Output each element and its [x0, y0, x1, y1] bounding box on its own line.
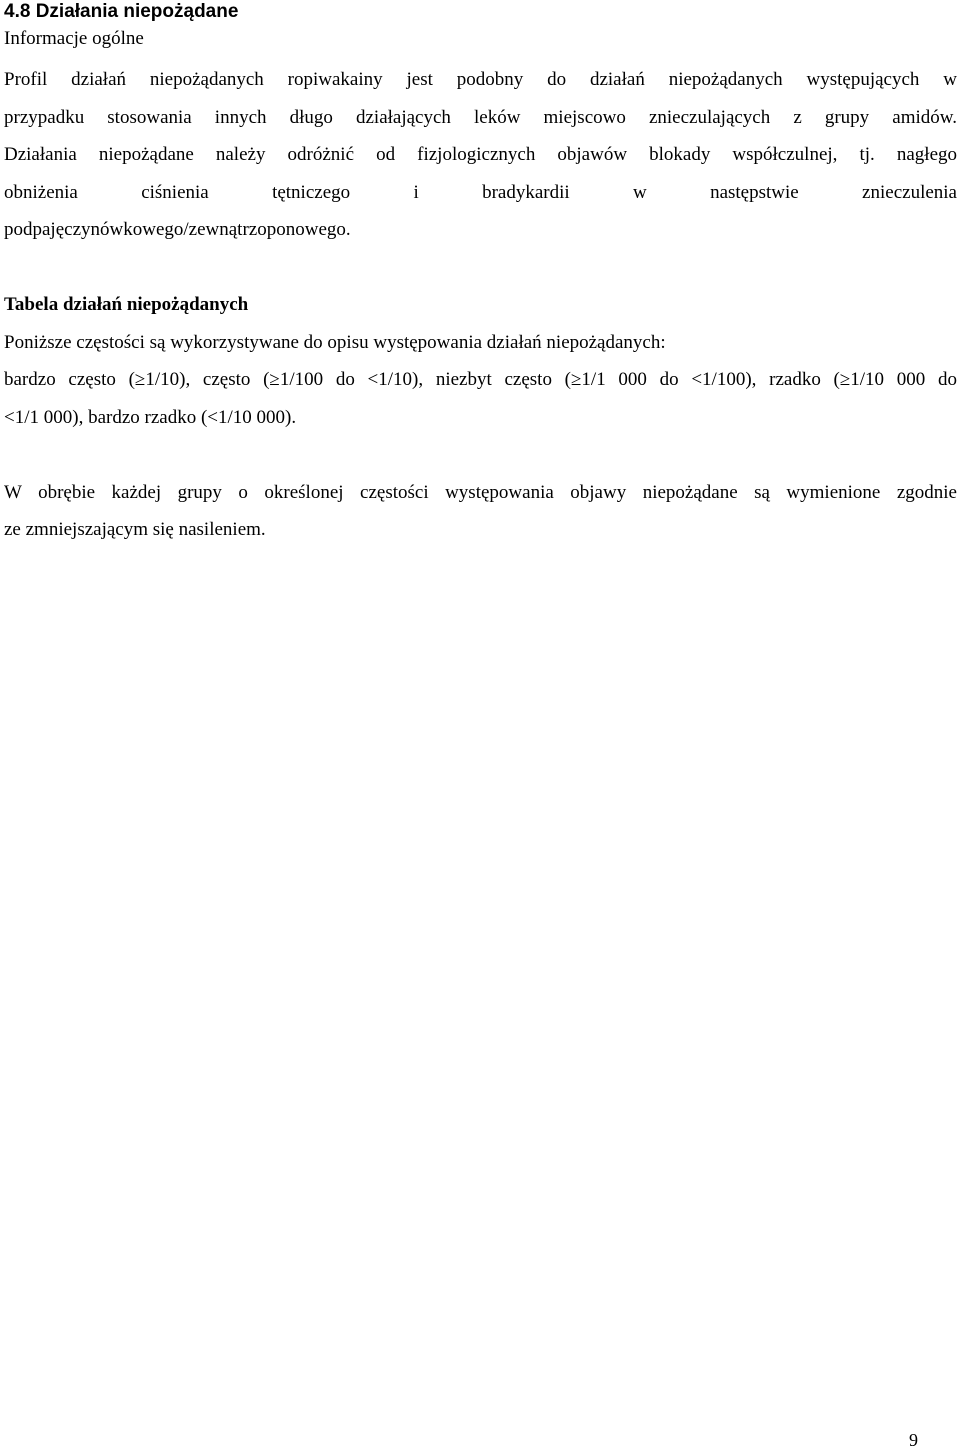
- paragraph-line: bardzo często (≥1/10), często (≥1/100 do <1/10), niezbyt często (≥1/1 000 do <1/100), rzadko (≥1/10 000 do: [4, 369, 957, 390]
- grouping-note-paragraph: [4, 474, 957, 549]
- table-section-title: Tabela działań niepożądanych: [4, 294, 249, 315]
- spacer: [4, 436, 957, 474]
- paragraph-line: podpajęczynówkowego/zewnątrzoponowego.: [4, 219, 351, 240]
- frequency-definitions: [4, 361, 957, 436]
- paragraph-line: Profil działań niepożądanych ropiwakainy jest podobny do działań niepożądanych występujących w: [4, 69, 957, 90]
- spacer: [4, 249, 957, 287]
- paragraph-line: przypadku stosowania innych długo działających leków miejscowo znieczulających z grupy amidów.: [4, 106, 957, 128]
- page-number: 9: [909, 1430, 918, 1450]
- general-info-paragraph: [4, 61, 957, 249]
- paragraph-line: Działania niepożądane należy odróżnić od fizjologicznych objawów blokady współczulnej, tj. nagłego: [4, 144, 957, 165]
- paragraph-line: W obrębie każdej grupy o określonej częstości występowania objawy niepożądane są wymienione zgodnie: [4, 481, 957, 503]
- paragraph-line: obniżenia ciśnienia tętniczego i bradykardii w następstwie znieczulenia: [4, 181, 957, 203]
- section-title: 4.8 Działania niepożądane: [4, 1, 239, 22]
- section-subtitle: Informacje ogólne: [4, 28, 144, 49]
- document-page: [4, 0, 957, 549]
- paragraph-line: ze zmniejszającym się nasileniem.: [4, 519, 266, 540]
- frequency-intro: Poniższe częstości są wykorzystywane do opisu występowania działań niepożądanych:: [4, 331, 666, 353]
- paragraph-line: <1/1 000), bardzo rzadko (<1/10 000).: [4, 406, 297, 428]
